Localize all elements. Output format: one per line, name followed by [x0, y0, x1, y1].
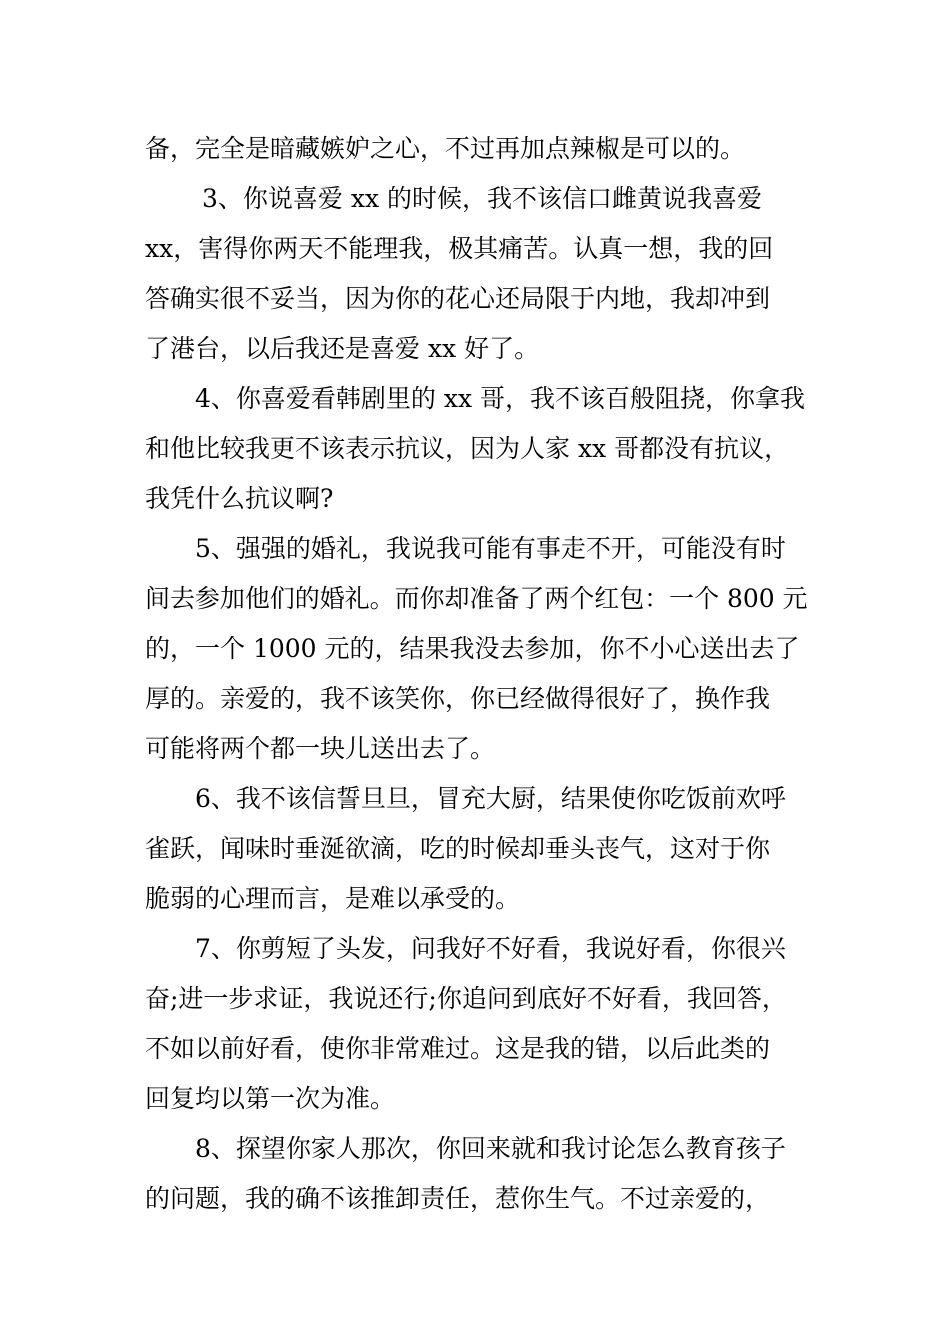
text-line-content: 备，完全是暗藏嫉妒之心，不过再加点辣椒是可以的。 [145, 134, 746, 163]
text-line-content: 4、你喜爱看韩剧里的 xx 哥，我不该百般阻挠，你拿我 [195, 384, 805, 413]
text-line [0, 1074, 950, 1124]
text-line [0, 674, 950, 724]
text-line-content: 的问题，我的确不该推卸责任，惹你生气。不过亲爱的， [145, 1184, 771, 1213]
text-line-content: 间去参加他们的婚礼。而你却准备了两个红包：一个 800 元 [145, 584, 808, 613]
text-line-content: 的，一个 1000 元的，结果我没去参加，你不小心送出去了 [145, 634, 800, 663]
text-line [0, 774, 950, 824]
text-line-content: 5、强强的婚礼，我说我可能有事走不开，可能没有时 [195, 534, 786, 563]
text-line-content: 我凭什么抗议啊? [145, 484, 334, 513]
text-line [0, 174, 950, 224]
text-line-content: 不如以前好看，使你非常难过。这是我的错，以后此类的 [145, 1034, 771, 1063]
text-line [0, 1124, 950, 1174]
text-line [0, 124, 950, 174]
text-line [0, 1024, 950, 1074]
text-line-content: 奋;进一步求证，我说还行;你追问到底好不好看，我回答， [145, 984, 787, 1013]
text-line [0, 324, 950, 374]
text-line [0, 224, 950, 274]
text-line-content: xx，害得你两天不能理我，极其痛苦。认真一想，我的回 [145, 234, 774, 263]
text-line [0, 574, 950, 624]
text-line-content: 和他比较我更不该表示抗议，因为人家 xx 哥都没有抗议， [145, 434, 790, 463]
text-line [0, 474, 950, 524]
text-line [0, 924, 950, 974]
text-line-content: 回复均以第一次为准。 [145, 1084, 396, 1113]
text-line-content: 了港台，以后我还是喜爱 xx 好了。 [145, 334, 540, 363]
text-line [0, 1174, 950, 1224]
text-line-content: 8、探望你家人那次，你回来就和我讨论怎么教育孩子 [195, 1134, 786, 1163]
text-line-content: 厚的。亲爱的，我不该笑你，你已经做得很好了，换作我 [145, 684, 771, 713]
text-line [0, 974, 950, 1024]
text-line [0, 724, 950, 774]
text-line-content: 答确实很不妥当，因为你的花心还局限于内地，我却冲到 [145, 284, 771, 313]
text-line-content: 脆弱的心理而言，是难以承受的。 [145, 884, 521, 913]
text-line-content: 3、你说喜爱 xx 的时候，我不该信口雌黄说我喜爱 [202, 184, 762, 213]
text-line-content: 6、我不该信誓旦旦，冒充大厨，结果使你吃饭前欢呼 [195, 784, 786, 813]
text-line [0, 274, 950, 324]
text-line [0, 624, 950, 674]
text-line-content: 雀跃，闻味时垂涎欲滴，吃的时候却垂头丧气，这对于你 [145, 834, 771, 863]
text-line-content: 可能将两个都一块儿送出去了。 [145, 734, 496, 763]
text-line [0, 824, 950, 874]
text-line [0, 424, 950, 474]
text-line-content: 7、你剪短了头发，问我好不好看，我说好看，你很兴 [195, 934, 786, 963]
text-line [0, 524, 950, 574]
text-line [0, 374, 950, 424]
text-line [0, 874, 950, 924]
